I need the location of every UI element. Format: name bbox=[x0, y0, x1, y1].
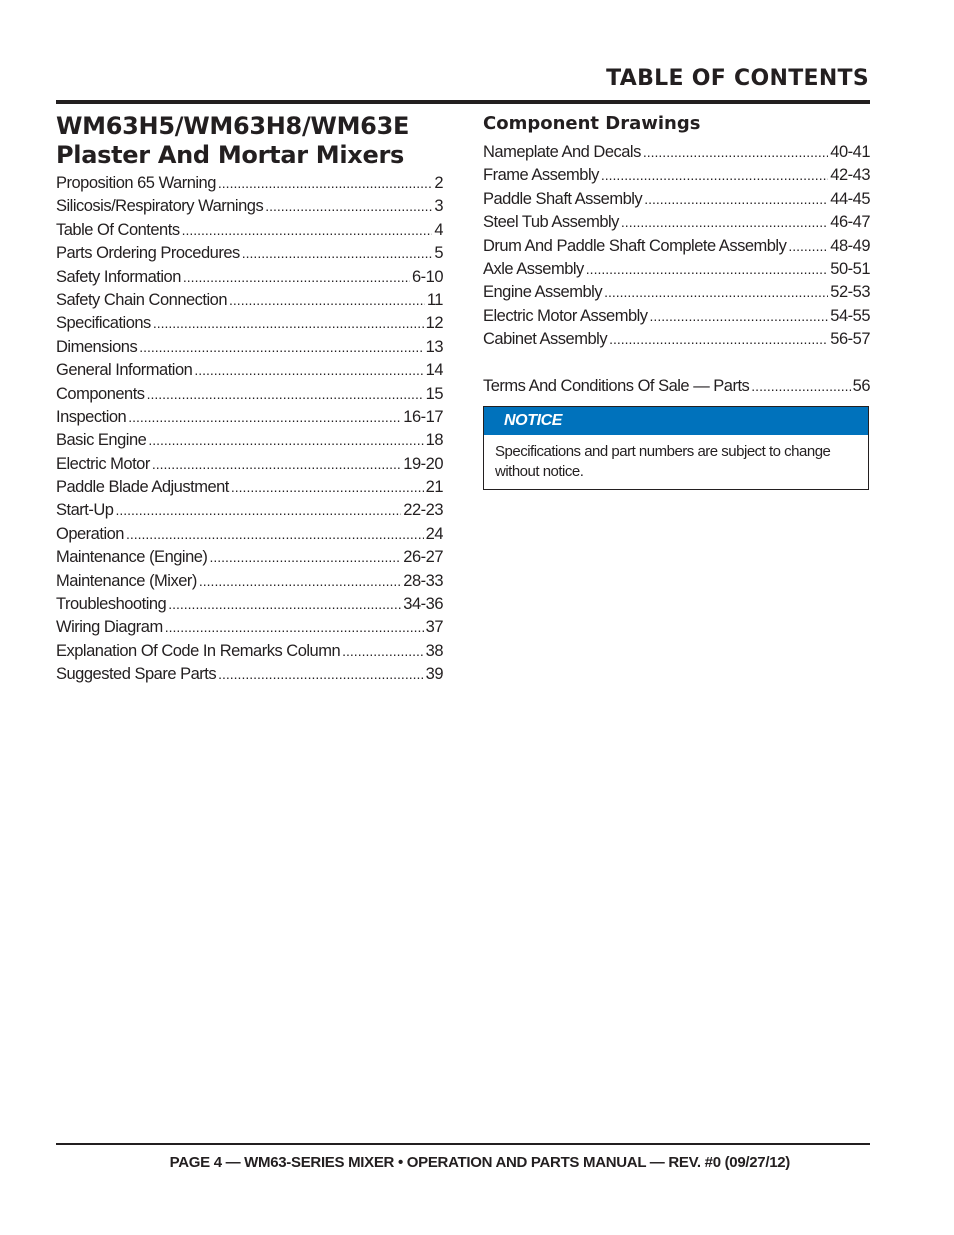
toc-entry-page: 34-36 bbox=[403, 595, 443, 614]
toc-entry[interactable] bbox=[483, 143, 870, 166]
toc-entry[interactable] bbox=[56, 548, 443, 571]
document-title-line-1: WM63H5/WM63H8/WM63E bbox=[56, 112, 410, 140]
toc-entry[interactable] bbox=[56, 665, 443, 688]
toc-dot-leader bbox=[148, 431, 423, 450]
toc-entry-label: Dimensions bbox=[56, 337, 138, 356]
toc-entry-page: 24 bbox=[425, 524, 443, 543]
toc-entry-page: 5 bbox=[434, 244, 443, 263]
toc-entry-page: 21 bbox=[425, 478, 443, 497]
toc-dot-leader bbox=[194, 361, 423, 380]
toc-entry-page: 14 bbox=[425, 361, 443, 380]
notice-heading: NOTICE bbox=[484, 407, 868, 435]
toc-entry[interactable] bbox=[56, 408, 443, 431]
toc-entry-label: Silicosis/Respiratory Warnings bbox=[56, 197, 264, 216]
toc-entry-label: Electric Motor bbox=[56, 454, 150, 473]
toc-entry[interactable] bbox=[483, 307, 870, 330]
toc-entry-page: 40-41 bbox=[830, 143, 870, 161]
toc-dot-leader bbox=[168, 595, 401, 614]
toc-entry-label: Paddle Shaft Assembly bbox=[483, 189, 643, 208]
document-title bbox=[56, 112, 443, 170]
toc-entry-page: 39 bbox=[425, 665, 443, 684]
toc-entry[interactable] bbox=[56, 595, 443, 618]
toc-dot-leader bbox=[644, 190, 828, 209]
toc-dot-leader bbox=[242, 244, 433, 263]
toc-entry[interactable] bbox=[483, 190, 870, 213]
toc-list-terms bbox=[483, 377, 870, 400]
toc-dot-leader bbox=[139, 338, 423, 357]
toc-entry-label: Terms And Conditions Of Sale — Parts bbox=[483, 376, 750, 395]
toc-dot-leader bbox=[229, 291, 425, 310]
toc-dot-leader bbox=[265, 197, 432, 216]
toc-dot-leader bbox=[183, 268, 410, 287]
page-footer: PAGE 4 — WM63-SERIES MIXER • OPERATION AND PARTS MANUAL — REV. #0 (09/27/12) bbox=[169, 1154, 790, 1171]
toc-entry-page: 52-53 bbox=[830, 283, 870, 302]
toc-entry-page: 18 bbox=[425, 431, 443, 450]
page-section-title: TABLE OF CONTENTS bbox=[606, 66, 869, 91]
toc-entry[interactable] bbox=[483, 166, 870, 189]
toc-entry-label: Steel Tub Assembly bbox=[483, 213, 619, 232]
toc-entry[interactable] bbox=[56, 174, 443, 197]
toc-dot-leader bbox=[609, 330, 828, 349]
toc-list-component-drawings bbox=[483, 143, 870, 354]
toc-dot-leader bbox=[218, 665, 424, 684]
toc-entry-label: Basic Engine bbox=[56, 431, 147, 450]
toc-entry[interactable] bbox=[56, 361, 443, 384]
toc-dot-leader bbox=[604, 283, 828, 302]
toc-dot-leader bbox=[586, 260, 829, 279]
toc-entry[interactable] bbox=[56, 338, 443, 361]
toc-dot-leader bbox=[788, 237, 828, 256]
toc-entry-label: Safety Information bbox=[56, 267, 181, 286]
toc-entry-label: Start-Up bbox=[56, 501, 114, 520]
toc-entry-page: 4 bbox=[434, 220, 443, 239]
toc-entry[interactable] bbox=[56, 525, 443, 548]
toc-entry[interactable] bbox=[483, 260, 870, 283]
toc-entry-label: Drum And Paddle Shaft Complete Assembly bbox=[483, 236, 787, 255]
toc-entry[interactable] bbox=[56, 431, 443, 454]
toc-entry-page: 56-57 bbox=[830, 330, 870, 349]
toc-dot-leader bbox=[650, 307, 829, 326]
toc-dot-leader bbox=[601, 166, 828, 185]
footer-divider bbox=[56, 1143, 870, 1145]
toc-entry[interactable] bbox=[56, 221, 443, 244]
toc-entry-page: 42-43 bbox=[830, 166, 870, 185]
toc-entry-page: 54-55 bbox=[830, 306, 870, 325]
toc-entry-page: 44-45 bbox=[830, 189, 870, 208]
toc-entry-label: Electric Motor Assembly bbox=[483, 306, 648, 325]
toc-entry[interactable] bbox=[56, 268, 443, 291]
toc-entry-label: Specifications bbox=[56, 314, 151, 333]
toc-dot-leader bbox=[128, 408, 401, 427]
toc-dot-leader bbox=[115, 501, 401, 520]
toc-entry-page: 19-20 bbox=[403, 454, 443, 473]
header-divider bbox=[56, 100, 870, 104]
toc-entry[interactable] bbox=[483, 237, 870, 260]
toc-entry-label: Frame Assembly bbox=[483, 166, 599, 185]
notice-box bbox=[483, 406, 869, 490]
toc-entry-label: Explanation Of Code In Remarks Column bbox=[56, 641, 341, 660]
toc-entry-label: Inspection bbox=[56, 407, 127, 426]
toc-entry-label: Operation bbox=[56, 524, 124, 543]
toc-entry[interactable] bbox=[56, 501, 443, 524]
toc-entry-page: 37 bbox=[425, 618, 443, 637]
right-column bbox=[483, 112, 870, 490]
toc-entry[interactable] bbox=[483, 330, 870, 353]
toc-entry-page: 46-47 bbox=[830, 213, 870, 232]
toc-entry-label: Nameplate And Decals bbox=[483, 143, 641, 161]
toc-dot-leader bbox=[218, 174, 432, 193]
toc-entry[interactable] bbox=[483, 213, 870, 236]
toc-dot-leader bbox=[621, 213, 828, 232]
toc-dot-leader bbox=[182, 221, 433, 240]
toc-entry-page: 2 bbox=[434, 174, 443, 192]
toc-entry-page: 6-10 bbox=[411, 267, 443, 286]
toc-list-main bbox=[56, 174, 443, 689]
toc-entry-page: 26-27 bbox=[403, 548, 443, 567]
toc-entry-page: 28-33 bbox=[403, 571, 443, 590]
toc-entry-page: 56 bbox=[852, 376, 870, 395]
toc-dot-leader bbox=[165, 618, 424, 637]
toc-entry-label: Maintenance (Engine) bbox=[56, 548, 208, 567]
toc-entry-label: Safety Chain Connection bbox=[56, 290, 228, 309]
toc-entry-label: Proposition 65 Warning bbox=[56, 174, 216, 192]
toc-entry[interactable] bbox=[56, 618, 443, 641]
toc-entry-page: 38 bbox=[425, 641, 443, 660]
toc-entry-page: 16-17 bbox=[403, 407, 443, 426]
toc-entry[interactable] bbox=[56, 642, 443, 665]
toc-dot-leader bbox=[751, 377, 850, 396]
toc-entry[interactable] bbox=[56, 197, 443, 220]
toc-entry[interactable] bbox=[56, 314, 443, 337]
toc-entry-label: Paddle Blade Adjustment bbox=[56, 478, 229, 497]
toc-entry-page: 22-23 bbox=[403, 501, 443, 520]
toc-entry-label: Parts Ordering Procedures bbox=[56, 244, 240, 263]
toc-entry-page: 12 bbox=[425, 314, 443, 333]
component-drawings-heading: Component Drawings bbox=[483, 113, 701, 134]
toc-entry[interactable] bbox=[56, 478, 443, 501]
toc-dot-leader bbox=[126, 525, 424, 544]
notice-body: Specifications and part numbers are subject to change without notice. bbox=[495, 442, 831, 480]
toc-dot-leader bbox=[152, 455, 401, 474]
toc-entry-page: 15 bbox=[425, 384, 443, 403]
toc-entry-page: 13 bbox=[425, 337, 443, 356]
toc-dot-leader bbox=[209, 548, 401, 567]
toc-entry-page: 50-51 bbox=[830, 259, 870, 278]
toc-dot-leader bbox=[231, 478, 424, 497]
document-title-line-2: Plaster And Mortar Mixers bbox=[56, 141, 404, 169]
toc-entry-label: General Information bbox=[56, 361, 193, 380]
toc-entry-label: Wiring Diagram bbox=[56, 618, 163, 637]
toc-entry[interactable] bbox=[56, 244, 443, 267]
toc-entry[interactable] bbox=[56, 455, 443, 478]
toc-entry-page: 11 bbox=[426, 290, 443, 309]
toc-entry-label: Maintenance (Mixer) bbox=[56, 571, 197, 590]
toc-entry-label: Engine Assembly bbox=[483, 283, 603, 302]
toc-dot-leader bbox=[153, 314, 424, 333]
toc-entry-terms[interactable] bbox=[483, 377, 870, 400]
toc-entry-label: Components bbox=[56, 384, 145, 403]
toc-entry-label: Troubleshooting bbox=[56, 595, 167, 614]
toc-entry-label: Suggested Spare Parts bbox=[56, 665, 217, 684]
toc-entry-page: 3 bbox=[434, 197, 443, 216]
toc-entry[interactable] bbox=[56, 291, 443, 314]
toc-entry-label: Cabinet Assembly bbox=[483, 330, 608, 349]
toc-entry[interactable] bbox=[483, 283, 870, 306]
left-column bbox=[56, 112, 443, 689]
toc-dot-leader bbox=[342, 642, 424, 661]
toc-dot-leader bbox=[199, 572, 401, 591]
toc-dot-leader bbox=[147, 385, 424, 404]
toc-entry-label: Axle Assembly bbox=[483, 259, 584, 278]
toc-entry[interactable] bbox=[56, 385, 443, 408]
toc-entry-label: Table Of Contents bbox=[56, 220, 180, 239]
toc-entry[interactable] bbox=[56, 572, 443, 595]
toc-entry-page: 48-49 bbox=[830, 236, 870, 255]
toc-dot-leader bbox=[643, 143, 828, 162]
